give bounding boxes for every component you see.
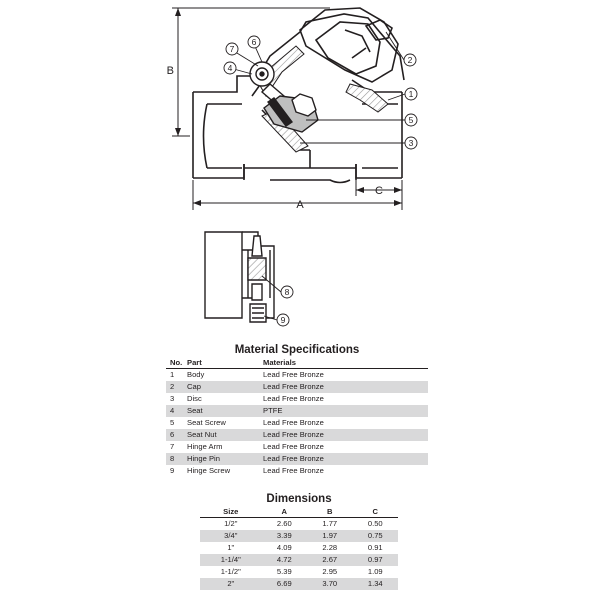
header-part: Part — [183, 357, 259, 369]
row-no: 2 — [166, 381, 183, 393]
row-no: 6 — [166, 429, 183, 441]
row-c: 0.91 — [367, 543, 383, 552]
header-no: No. — [166, 357, 183, 369]
header-b: B — [307, 506, 352, 518]
row-part: Disc — [187, 394, 202, 403]
row-size: 1/2" — [224, 519, 238, 528]
row-material: Lead Free Bronze — [263, 466, 324, 475]
row-b: 1.77 — [322, 519, 338, 528]
row-material: Lead Free Bronze — [259, 381, 428, 393]
row-part: Hinge Screw — [187, 466, 231, 475]
header-c: C — [353, 506, 399, 518]
row-no: 5 — [170, 418, 175, 427]
svg-text:4: 4 — [227, 63, 233, 73]
row-no: 1 — [170, 370, 175, 379]
table-row — [166, 405, 428, 417]
material-specifications-table — [166, 357, 428, 477]
svg-text:6: 6 — [251, 37, 257, 47]
row-c: 0.97 — [353, 554, 399, 566]
row-part: Body — [187, 370, 205, 379]
row-no: 3 — [170, 394, 175, 403]
svg-text:8: 8 — [284, 287, 290, 297]
table-row — [166, 381, 428, 393]
row-b: 2.28 — [322, 543, 338, 552]
callout-9 — [277, 314, 289, 326]
row-a: 6.69 — [262, 578, 307, 590]
row-part: Cap — [183, 381, 259, 393]
dimension-label-b: B — [166, 65, 174, 77]
row-size: 3/4" — [200, 530, 262, 542]
row-b: 2.67 — [307, 554, 352, 566]
row-part: Hinge Arm — [187, 442, 223, 451]
row-c: 0.75 — [353, 530, 399, 542]
table-row — [166, 369, 428, 382]
row-part: Seat — [183, 405, 259, 417]
callout-4 — [224, 62, 236, 74]
table-row — [166, 393, 428, 405]
row-no: 8 — [166, 453, 183, 465]
table-row — [200, 530, 398, 542]
row-c: 0.50 — [367, 519, 383, 528]
row-size: 1-1/4" — [200, 554, 262, 566]
row-size: 1" — [227, 543, 235, 552]
callout-7 — [226, 43, 238, 55]
table-header-row — [166, 357, 428, 369]
header-size: Size — [200, 506, 262, 518]
callout-5 — [405, 114, 417, 126]
row-no: 7 — [170, 442, 175, 451]
row-a: 5.39 — [276, 567, 292, 576]
svg-text:9: 9 — [280, 315, 286, 325]
row-size: 1-1/2" — [220, 567, 241, 576]
callout-1 — [405, 88, 417, 100]
row-material: PTFE — [259, 405, 428, 417]
table-row — [200, 542, 398, 554]
table-row — [200, 578, 398, 590]
row-part: Hinge Pin — [183, 453, 259, 465]
row-part: Seat Nut — [183, 429, 259, 441]
header-a: A — [262, 506, 307, 518]
row-part: Seat Screw — [187, 418, 226, 427]
callout-8 — [281, 286, 293, 298]
disc-and-hinge — [250, 62, 318, 132]
row-material: Lead Free Bronze — [263, 418, 324, 427]
row-a: 4.72 — [262, 554, 307, 566]
row-no: 4 — [166, 405, 183, 417]
row-material: Lead Free Bronze — [263, 370, 324, 379]
row-c: 1.09 — [367, 567, 383, 576]
row-b: 2.95 — [322, 567, 338, 576]
svg-text:5: 5 — [408, 115, 414, 125]
row-no: 9 — [170, 466, 175, 475]
row-size: 2" — [200, 578, 262, 590]
dimension-label-a: A — [296, 199, 304, 211]
table-row — [166, 429, 428, 441]
row-material: Lead Free Bronze — [259, 429, 428, 441]
row-material: Lead Free Bronze — [263, 442, 324, 451]
svg-text:7: 7 — [229, 44, 235, 54]
svg-text:2: 2 — [407, 55, 413, 65]
dimension-label-c: C — [375, 185, 383, 197]
dimensions-title: Dimensions — [266, 493, 332, 505]
callout-3 — [405, 137, 417, 149]
row-a: 3.39 — [262, 530, 307, 542]
row-a: 4.09 — [276, 543, 292, 552]
row-b: 3.70 — [307, 578, 352, 590]
row-material: Lead Free Bronze — [263, 394, 324, 403]
row-c: 1.34 — [353, 578, 399, 590]
table-header-row — [200, 506, 398, 518]
material-specifications-title: Material Specifications — [234, 344, 360, 356]
table-row — [200, 566, 398, 578]
table-row — [166, 417, 428, 429]
table-row — [166, 465, 428, 477]
row-material: Lead Free Bronze — [259, 453, 428, 465]
table-row — [200, 518, 398, 531]
svg-text:3: 3 — [408, 138, 414, 148]
header-materials: Materials — [259, 357, 428, 369]
dimensions-table — [200, 506, 398, 590]
row-b: 1.97 — [307, 530, 352, 542]
svg-text:1: 1 — [408, 89, 414, 99]
callout-6 — [248, 36, 260, 48]
table-row — [166, 441, 428, 453]
row-a: 2.60 — [276, 519, 292, 528]
table-row — [166, 453, 428, 465]
table-row — [200, 554, 398, 566]
callout-2 — [404, 54, 416, 66]
